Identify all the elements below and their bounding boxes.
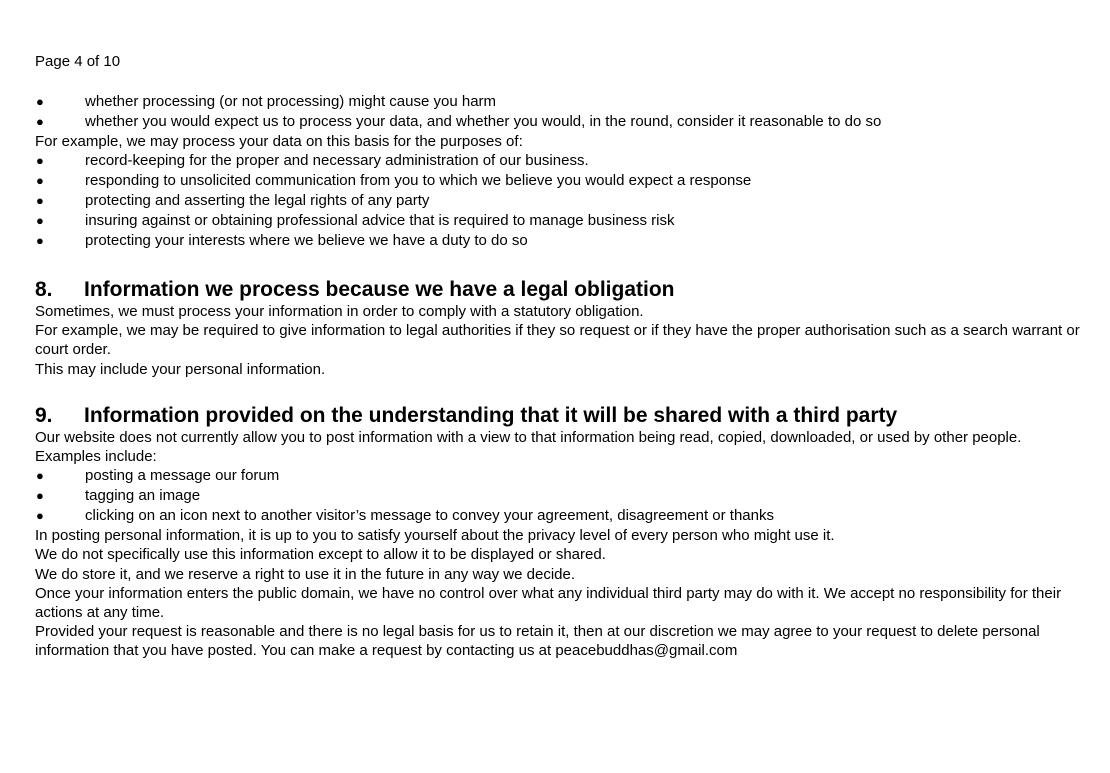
section-heading	[35, 277, 1085, 302]
list-item-text: clicking on an icon next to another visitor’s message to convey your agreement, disagreement or thanks	[85, 507, 774, 525]
section-number: 8.	[35, 278, 53, 301]
list-item	[35, 211, 1085, 231]
paragraph: We do store it, and we reserve a right to use it in the future in any way we decide.	[35, 565, 576, 583]
paragraph: In posting personal information, it is up to you to satisfy yourself about the privacy level of every person who might use it.	[35, 527, 835, 545]
list-item	[35, 151, 1085, 171]
bullet-icon: ●	[36, 113, 44, 129]
list-item	[35, 112, 1085, 132]
list-item	[35, 92, 1085, 112]
list-item	[35, 506, 1085, 526]
section-title: Information provided on the understanding that it will be shared with a third party	[84, 404, 898, 427]
bullet-icon: ●	[36, 172, 44, 188]
list-item-text: record-keeping for the proper and necessary administration of our business.	[85, 152, 589, 169]
section-number: 9.	[35, 404, 53, 427]
list-item-text: responding to unsolicited communication from you to which we believe you would expect a response	[85, 171, 752, 189]
list-item-text: protecting and asserting the legal rights of any party	[85, 191, 430, 209]
examples-label: Examples include:	[35, 448, 157, 466]
paragraph: Our website does not currently allow you to post information with a view to that information being read, copied, downloaded, or used by other people.	[35, 429, 1022, 446]
paragraph: We do not specifically use this information except to allow it to be displayed or shared.	[35, 546, 606, 564]
page-number: Page 4 of 10	[35, 53, 121, 70]
bullet-icon: ●	[36, 488, 44, 504]
list-item	[35, 466, 1085, 486]
intro-list-b	[35, 151, 1085, 251]
list-item-text: whether processing (or not processing) might cause you harm	[85, 93, 497, 110]
section-heading	[35, 403, 1085, 428]
paragraph: Once your information enters the public domain, we have no control over what any individual third party may do with it. We accept no responsibility for their actions at any time.	[35, 584, 1062, 621]
paragraph: Provided your request is reasonable and there is no legal basis for us to retain it, then at our discretion we may agree to your request to delete personal information that you have posted. You can make a request by contacting us at peacebuddhas@gmail.com	[35, 623, 1040, 660]
section-title: Information we process because we have a legal obligation	[84, 278, 675, 301]
list-item	[35, 171, 1085, 191]
bullet-icon: ●	[36, 468, 44, 484]
bullet-icon: ●	[36, 94, 44, 109]
list-item-text: whether you would expect us to process your data, and whether you would, in the round, consider it reasonable to do so	[85, 112, 882, 130]
intro-list-a	[35, 92, 1085, 152]
paragraph: For example, we may be required to give information to legal authorities if they so request or if they have the proper authorisation such as a search warrant or court order.	[35, 322, 1080, 359]
bullet-icon: ●	[36, 153, 44, 168]
list-item-text: insuring against or obtaining professional advice that is required to manage business risk	[85, 211, 675, 229]
bullet-icon: ●	[36, 192, 44, 208]
list-item-text: tagging an image	[85, 487, 201, 505]
list-item	[35, 486, 1085, 506]
list-item-text: posting a message our forum	[85, 467, 280, 485]
section-9	[35, 403, 1085, 661]
intro-example-text: For example, we may process your data on this basis for the purposes of:	[35, 132, 523, 150]
bullet-icon: ●	[36, 508, 44, 524]
paragraph: Sometimes, we must process your information in order to comply with a statutory obligation.	[35, 303, 644, 320]
list-item	[35, 191, 1085, 211]
list-item	[35, 231, 1085, 251]
paragraph: This may include your personal information.	[35, 360, 326, 378]
bullet-icon: ●	[36, 232, 44, 248]
section-8	[35, 277, 1085, 379]
bullet-icon: ●	[36, 212, 44, 228]
list-item-text: protecting your interests where we believe we have a duty to do so	[85, 231, 528, 249]
